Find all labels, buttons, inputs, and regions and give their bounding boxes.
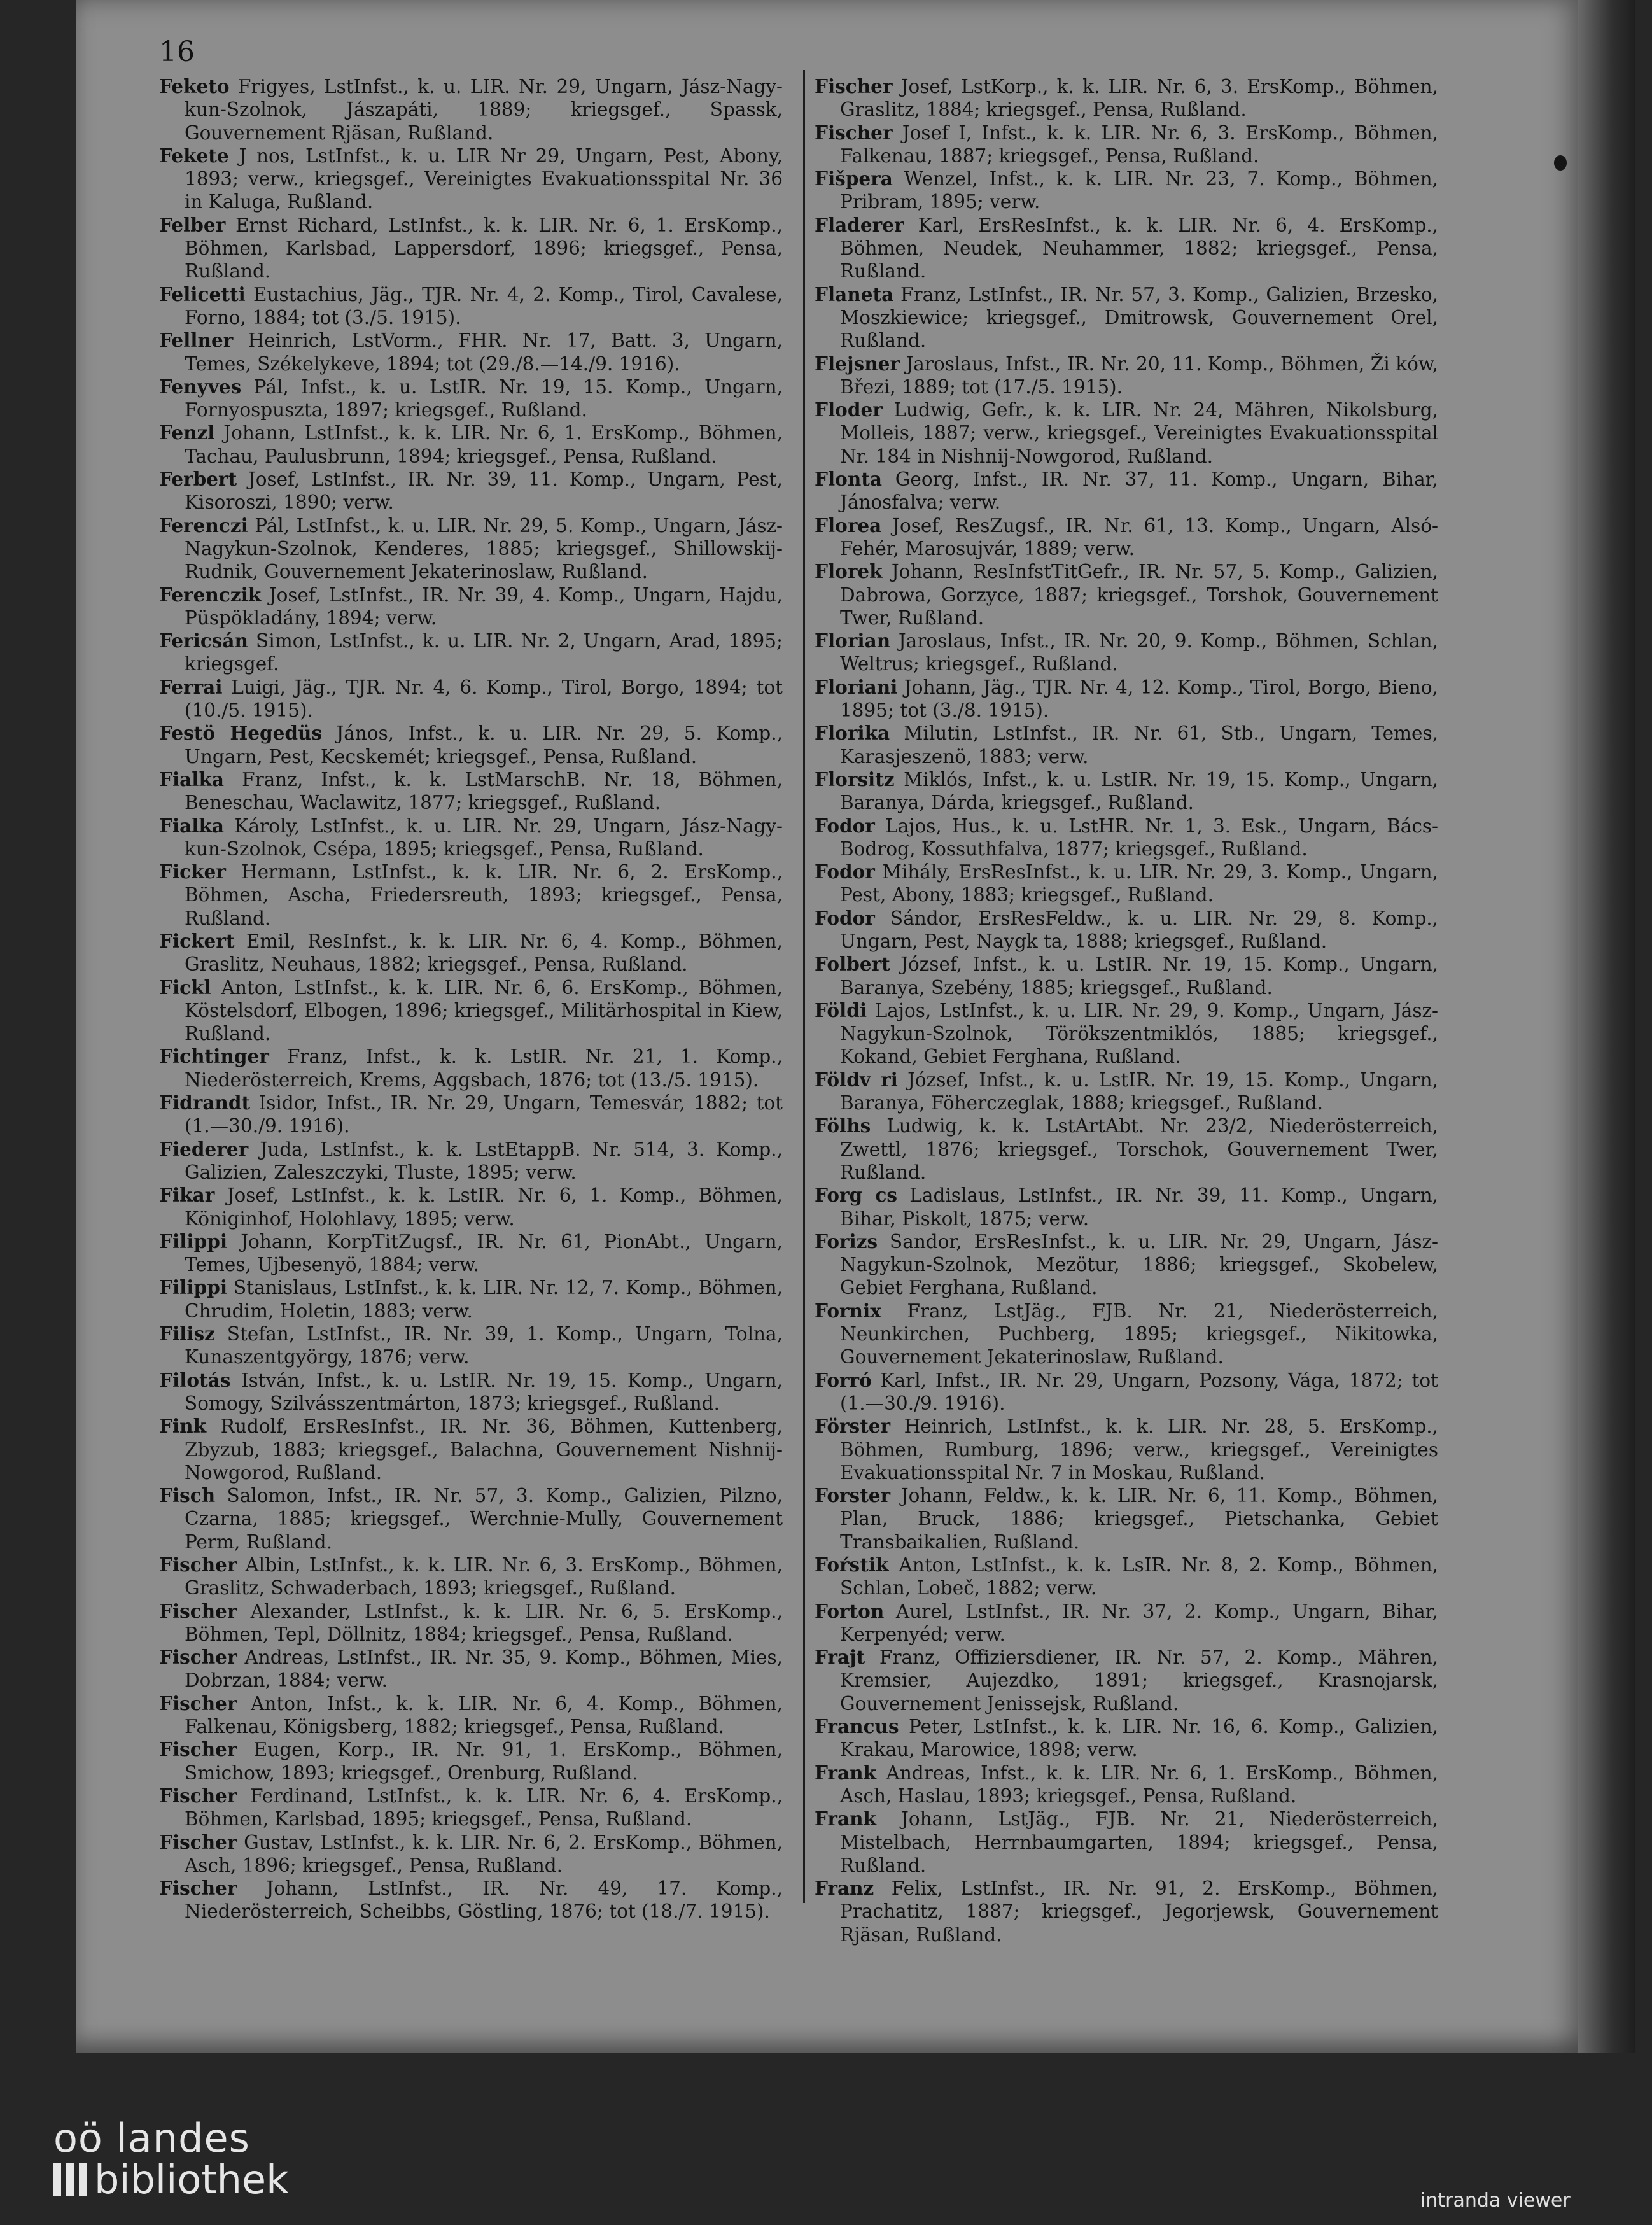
register-entry <box>815 1807 1438 1877</box>
entry-details: Juda, LstInfst., k. k. LstEtappB. Nr. 514, 3. Komp., Galizien, Zaleszczyki, Tluste, 1895; verw. <box>185 1138 783 1183</box>
entry-details: Anton, LstInfst., k. k. LIR. Nr. 6, 6. ErsKomp., Böhmen, Köstelsdorf, Elbogen, 1896; kriegsgef., Militärhospital in Kiew, Rußland. <box>185 976 783 1045</box>
entry-surname: Forizs <box>815 1230 878 1253</box>
register-entry <box>159 1091 783 1138</box>
register-entry <box>159 1323 783 1369</box>
register-entry <box>159 1230 783 1277</box>
register-entry <box>815 468 1438 514</box>
register-entry <box>815 1069 1438 1115</box>
entry-details: Heinrich, LstVorm., FHR. Nr. 17, Batt. 3, Ungarn, Temes, Székelykeve, 1894; tot (29./8.—14./9. 1916). <box>185 330 783 375</box>
entry-details: J nos, LstInfst., k. u. LIR Nr 29, Ungarn, Pest, Abony, 1893; verw., kriegsgef., Vereinigtes Evakuationsspital Nr. 36 in Kaluga, Rußland. <box>185 144 783 213</box>
entry-details: Albin, LstInfst., k. k. LIR. Nr. 6, 3. ErsKomp., Böhmen, Graslitz, Schwaderbach, 1893; kriegsgef., Rußland. <box>185 1554 783 1599</box>
register-entry <box>815 1554 1438 1600</box>
register-entry <box>159 1877 783 1923</box>
entry-surname: Ferbert <box>159 468 237 491</box>
register-entry <box>159 214 783 283</box>
entry-details: Heinrich, LstInfst., k. k. LIR. Nr. 28, 5. ErsKomp., Böhmen, Rumburg, 1896; verw., kriegsgef., Vereinigtes Evakuationsspital Nr. 7 in Moskau, Rußland. <box>840 1415 1438 1484</box>
entry-details: Johann, Feldw., k. k. LIR. Nr. 6, 11. Komp., Böhmen, Plan, Bruck, 1886; kriegsgef., Pietschanka, Gebiet Transbaikalien, Rußland. <box>840 1485 1438 1553</box>
register-entry <box>815 167 1438 214</box>
entry-details: Sándor, ErsResFeldw., k. u. LIR. Nr. 29, 8. Komp., Ungarn, Pest, Naygk ta, 1888; kriegsgef., Rußland. <box>840 907 1438 952</box>
entry-surname: Forró <box>815 1368 872 1391</box>
register-entry <box>159 1415 783 1484</box>
entry-details: Isidor, Infst., IR. Nr. 29, Ungarn, Temesvár, 1882; tot (1.—30./9. 1916). <box>185 1092 783 1137</box>
entry-details: Franz, Offiziersdiener, IR. Nr. 57, 2. Komp., Mähren, Kremsier, Aujezdko, 1891; kriegsgef., Krasnojarsk, Gouvernement Jenissejsk, Rußland. <box>840 1646 1438 1715</box>
entry-details: Andreas, Infst., k. k. LIR. Nr. 6, 1. ErsKomp., Böhmen, Asch, Haslau, 1893; kriegsgef., Pensa, Rußland. <box>840 1762 1438 1807</box>
entry-details: Georg, Infst., IR. Nr. 37, 11. Komp., Ungarn, Bihar, Jánosfalva; verw. <box>840 468 1438 514</box>
entry-surname: Festö Hegedüs <box>159 722 323 745</box>
ink-spot-mark <box>1554 155 1567 171</box>
entry-surname: Fornix <box>815 1299 881 1322</box>
right-column <box>815 75 1438 1946</box>
entry-details: Ferdinand, LstInfst., k. k. LIR. Nr. 6, 4. ErsKomp., Böhmen, Karlsbad, 1895; kriegsgef., Pensa, Rußland. <box>185 1785 783 1830</box>
entry-surname: Forton <box>815 1599 885 1622</box>
entry-surname: Fodor <box>815 814 875 837</box>
register-entry <box>815 1484 1438 1554</box>
register-entry <box>815 398 1438 468</box>
entry-details: Mihály, ErsResInfst., k. u. LIR. Nr. 29, 3. Komp., Ungarn, Pest, Abony, 1883; kriegsgef., Rußland. <box>840 861 1438 906</box>
entry-surname: Florea <box>815 514 882 537</box>
entry-details: Johann, LstInfst., k. k. LIR. Nr. 6, 1. ErsKomp., Böhmen, Tachau, Paulusbrunn, 1894; kriegsgef., Pensa, Rußland. <box>185 422 783 467</box>
register-entry <box>159 976 783 1046</box>
entry-details: Stanislaus, LstInfst., k. k. LIR. Nr. 12, 7. Komp., Böhmen, Chrudim, Holetin, 1883; verw. <box>185 1277 783 1322</box>
page-edge-shadow <box>1578 0 1635 2053</box>
entry-details: Franz, LstInfst., IR. Nr. 57, 3. Komp., Galizien, Brzesko, Moszkiewice; kriegsgef., Dmitrowsk, Gouvernement Orel, Rußland. <box>840 283 1438 352</box>
register-entry <box>159 514 783 584</box>
entry-details: Eugen, Korp., IR. Nr. 91, 1. ErsKomp., Böhmen, Smichow, 1893; kriegsgef., Orenburg, Rußland. <box>185 1739 783 1784</box>
entry-details: Miklós, Infst., k. u. LstIR. Nr. 19, 15. Komp., Ungarn, Baranya, Dárda, kriegsgef., Rußland. <box>840 768 1438 814</box>
register-entry <box>815 122 1438 168</box>
register-entry <box>159 1785 783 1831</box>
register-entry <box>159 629 783 676</box>
register-entry <box>815 1369 1438 1415</box>
register-entry <box>159 676 783 722</box>
entry-surname: Fickert <box>159 929 235 952</box>
entry-details: Frigyes, LstInfst., k. u. LIR. Nr. 29, Ungarn, Jász-Nagy-kun-Szolnok, Jászapáti, 1889; kriegsgef., Spassk, Gouvernement Rjäsan, Rußland. <box>185 76 783 144</box>
entry-surname: Fodor <box>815 906 875 929</box>
entry-surname: Felber <box>159 213 226 236</box>
entry-details: Franz, LstJäg., FJB. Nr. 21, Niederösterreich, Neunkirchen, Puchberg, 1895; kriegsgef., Nikitowka, Gouvernement Jekaterinoslaw, Rußland. <box>840 1300 1438 1368</box>
entry-surname: Ferenczik <box>159 583 262 606</box>
register-entry <box>159 815 783 861</box>
entry-details: János, Infst., k. u. LIR. Nr. 29, 5. Komp., Ungarn, Pest, Kecskemét; kriegsgef., Pensa, Rußland. <box>185 722 783 768</box>
entry-details: Milutin, LstInfst., IR. Nr. 61, Stb., Ungarn, Temes, Karasjeszenö, 1883; verw. <box>840 722 1438 768</box>
logo-text-line2-wrap <box>53 2156 289 2203</box>
entry-surname: Florsitz <box>815 768 895 790</box>
entry-details: Simon, LstInfst., k. u. LIR. Nr. 2, Ungarn, Arad, 1895; kriegsgef. <box>185 630 783 675</box>
entry-surname: Fišpera <box>815 167 893 190</box>
entry-details: Johann, Jäg., TJR. Nr. 4, 12. Komp., Tirol, Borgo, Bieno, 1895; tot (3./8. 1915). <box>840 676 1438 722</box>
register-entry <box>815 907 1438 953</box>
register-entry <box>815 815 1438 861</box>
entry-surname: Fischer <box>815 121 893 144</box>
register-entry <box>815 75 1438 122</box>
entry-surname: Fialka <box>159 768 225 790</box>
register-entry <box>815 514 1438 561</box>
entry-surname: Fenzl <box>159 421 215 444</box>
entry-surname: Fischer <box>159 1784 237 1807</box>
entry-surname: Filisz <box>159 1323 215 1345</box>
entry-surname: Fialka <box>159 814 225 837</box>
entry-surname: Fichtinger <box>159 1045 269 1068</box>
entry-surname: Folbert <box>815 953 890 976</box>
register-entry <box>815 1762 1438 1808</box>
register-entry <box>159 1831 783 1878</box>
logo-text-line1: oö landes <box>53 2115 250 2161</box>
column-divider <box>803 70 805 1903</box>
entry-surname: Ferenczi <box>159 514 248 537</box>
entry-details: Franz, Infst., k. k. LstMarschB. Nr. 18, Böhmen, Beneschau, Waclawitz, 1877; kriegsgef., Rußland. <box>185 768 783 814</box>
register-entry <box>159 1276 783 1323</box>
entry-details: Wenzel, Infst., k. k. LIR. Nr. 23, 7. Komp., Böhmen, Pribram, 1895; verw. <box>840 168 1438 213</box>
entry-details: Ernst Richard, LstInfst., k. k. LIR. Nr. 6, 1. ErsKomp., Böhmen, Karlsbad, Lappersdorf, 1896; kriegsgef., Pensa, Rußland. <box>185 214 783 283</box>
entry-surname: Fodor <box>815 860 875 883</box>
entry-surname: Floder <box>815 398 883 421</box>
register-entry <box>815 1715 1438 1762</box>
entry-details: Josef I, Infst., k. k. LIR. Nr. 6, 3. ErsKomp., Böhmen, Falkenau, 1887; kriegsgef., Pensa, Rußland. <box>840 122 1438 167</box>
entry-details: Eustachius, Jäg., TJR. Nr. 4, 2. Komp., Tirol, Cavalese, Forno, 1884; tot (3./5. 1915). <box>185 283 783 328</box>
entry-surname: Fladerer <box>815 213 904 236</box>
register-entry <box>159 1369 783 1415</box>
entry-details: Ludwig, k. k. LstArtAbt. Nr. 23/2, Niederösterreich, Zwettl, 1876; kriegsgef., Torschok, Gouvernement Twer, Rußland. <box>840 1115 1438 1183</box>
entry-surname: Forster <box>815 1484 891 1507</box>
entry-surname: Forg cs <box>815 1184 897 1207</box>
entry-details: Károly, LstInfst., k. u. LIR. Nr. 29, Ungarn, Jász-Nagy-kun-Szolnok, Csépa, 1895; kriegsgef., Pensa, Rußland. <box>185 815 783 860</box>
entry-surname: Fink <box>159 1415 207 1438</box>
register-entry <box>159 1554 783 1600</box>
register-entry <box>159 421 783 468</box>
entry-surname: Fisch <box>159 1484 216 1507</box>
entry-details: Stefan, LstInfst., IR. Nr. 39, 1. Komp., Ungarn, Tolna, Kunaszentgyörgy, 1876; verw. <box>185 1323 783 1368</box>
register-entry <box>815 1114 1438 1184</box>
entry-details: Karl, ErsResInfst., k. k. LIR. Nr. 6, 4. ErsKomp., Böhmen, Neudek, Neuhammer, 1882; kriegsgef., Pensa, Rußland. <box>840 214 1438 283</box>
entry-details: Pál, LstInfst., k. u. LIR. Nr. 29, 5. Komp., Ungarn, Jász-Nagykun-Szolnok, Kenderes, 1885; kriegsgef., Shillowskij-Rudnik, Gouvernement Jekaterinoslaw, Rußland. <box>185 514 783 583</box>
register-entry <box>815 953 1438 999</box>
register-entry <box>815 1184 1438 1230</box>
entry-surname: Florika <box>815 722 890 745</box>
register-entry <box>159 468 783 514</box>
entry-details: Ludwig, Gefr., k. k. LIR. Nr. 24, Mähren, Nikolsburg, Molleis, 1887; verw., kriegsgef., Vereinigtes Evakuationsspital Nr. 184 in Nishnij-Nowgorod, Rußland. <box>840 399 1438 467</box>
entry-surname: Frank <box>815 1761 876 1784</box>
entry-surname: Francus <box>815 1715 899 1738</box>
entry-surname: Fölhs <box>815 1114 871 1137</box>
entry-surname: Feketo <box>159 75 230 97</box>
entry-details: Josef, LstInfst., IR. Nr. 39, 4. Komp., Ungarn, Hajdu, Püspökladány, 1894; verw. <box>185 584 783 629</box>
entry-surname: Ficker <box>159 860 226 883</box>
register-entry <box>159 1184 783 1230</box>
entry-details: József, Infst., k. u. LstIR. Nr. 19, 15. Komp., Ungarn, Baranya, Föherczeglak, 1888; kriegsgef., Rußland. <box>840 1069 1438 1114</box>
register-entry <box>159 722 783 768</box>
entry-details: Johann, LstInfst., IR. Nr. 49, 17. Komp., Niederösterreich, Scheibbs, Göstling, 1876; tot (18./7. 1915). <box>185 1878 783 1923</box>
register-entry <box>815 676 1438 722</box>
register-entry <box>815 1600 1438 1646</box>
register-entry <box>815 860 1438 907</box>
entry-details: József, Infst., k. u. LstIR. Nr. 19, 15. Komp., Ungarn, Baranya, Szebény, 1885; kriegsgef., Rußland. <box>840 953 1438 999</box>
entry-surname: Flonta <box>815 468 883 491</box>
entry-details: Ladislaus, LstInfst., IR. Nr. 39, 11. Komp., Ungarn, Bihar, Piskolt, 1875; verw. <box>840 1184 1438 1230</box>
register-entry <box>159 75 783 144</box>
register-entry <box>815 1230 1438 1300</box>
entry-details: Peter, LstInfst., k. k. LIR. Nr. 16, 6. Komp., Galizien, Krakau, Marowice, 1898; verw. <box>840 1716 1438 1761</box>
register-entry <box>815 1646 1438 1715</box>
entry-details: Johann, KorpTitZugsf., IR. Nr. 61, PionAbt., Ungarn, Temes, Ujbesenyö, 1884; verw. <box>185 1230 783 1276</box>
register-entry <box>815 722 1438 768</box>
entry-surname: Ferrai <box>159 675 223 698</box>
register-entry <box>815 999 1438 1069</box>
register-entry <box>159 329 783 376</box>
entry-details: Felix, LstInfst., IR. Nr. 91, 2. ErsKomp., Böhmen, Prachatitz, 1887; kriegsgef., Jegorjewsk, Gouvernement Rjäsan, Rußland. <box>840 1878 1438 1946</box>
entry-surname: Fidrandt <box>159 1091 251 1114</box>
entry-surname: Frajt <box>815 1646 865 1669</box>
register-entry <box>815 560 1438 629</box>
entry-surname: Fischer <box>159 1738 237 1761</box>
register-entry <box>159 1138 783 1184</box>
entry-surname: Florek <box>815 560 883 583</box>
register-entry <box>159 1692 783 1739</box>
entry-details: Lajos, LstInfst., k. u. LIR. Nr. 29, 9. Komp., Ungarn, Jász-Nagykun-Szolnok, Törökszentmiklós, 1885; kriegsgef., Kokand, Gebiet Ferghana, Rußland. <box>840 999 1438 1068</box>
register-entry <box>815 283 1438 353</box>
entry-details: Josef, LstInfst., k. k. LstIR. Nr. 6, 1. Komp., Böhmen, Königinhof, Holohlavy, 1895; verw. <box>185 1184 783 1230</box>
entry-surname: Flaneta <box>815 283 894 305</box>
entry-surname: Fericsán <box>159 629 248 652</box>
entry-surname: Flejsner <box>815 352 900 375</box>
entry-surname: Fischer <box>159 1830 237 1853</box>
entry-details: Jaroslaus, Infst., IR. Nr. 20, 9. Komp., Böhmen, Schlan, Weltrus; kriegsgef., Rußland. <box>840 630 1438 675</box>
entry-details: Franz, Infst., k. k. LstIR. Nr. 21, 1. Komp., Niederösterreich, Krems, Aggsbach, 1876; tot (13./5. 1915). <box>185 1046 783 1091</box>
register-entry <box>815 1300 1438 1369</box>
register-entry <box>815 768 1438 815</box>
left-column <box>159 75 783 1923</box>
register-entry <box>815 629 1438 676</box>
entry-details: Gustav, LstInfst., k. k. LIR. Nr. 6, 2. ErsKomp., Böhmen, Asch, 1896; kriegsgef., Pensa, Rußland. <box>185 1831 783 1876</box>
entry-surname: Fischer <box>159 1646 237 1669</box>
entry-surname: Franz <box>815 1877 874 1900</box>
register-entry <box>159 1646 783 1692</box>
entry-details: Johann, LstJäg., FJB. Nr. 21, Niederösterreich, Mistelbach, Herrnbaumgarten, 1894; kriegsgef., Pensa, Rußland. <box>840 1808 1438 1876</box>
entry-details: Anton, LstInfst., k. k. LsIR. Nr. 8, 2. Komp., Böhmen, Schlan, Lobeč, 1882; verw. <box>840 1554 1438 1599</box>
entry-surname: Fischer <box>159 1554 237 1576</box>
register-entry <box>159 1600 783 1646</box>
register-entry <box>159 584 783 630</box>
entry-surname: Fickl <box>159 976 211 999</box>
register-entry <box>159 1738 783 1785</box>
logo-bars-icon <box>53 2163 87 2196</box>
entry-surname: Floriani <box>815 675 898 698</box>
entry-details: Sandor, ErsResInfst., k. u. LIR. Nr. 29, Ungarn, Jász-Nagykun-Szolnok, Mezötur, 1886; kriegsgef., Skobelew, Gebiet Ferghana, Rußland. <box>840 1230 1438 1299</box>
entry-surname: Fischer <box>815 75 893 97</box>
entry-surname: Filotás <box>159 1368 231 1391</box>
page-number: 16 <box>159 36 195 68</box>
viewer-brand-label[interactable]: intranda viewer <box>1420 2189 1571 2212</box>
entry-details: Karl, Infst., IR. Nr. 29, Ungarn, Pozsony, Vága, 1872; tot (1.—30./9. 1916). <box>840 1369 1438 1414</box>
register-entry <box>159 860 783 930</box>
entry-surname: Filippi <box>159 1230 228 1253</box>
entry-surname: Fellner <box>159 329 234 352</box>
entry-surname: Florian <box>815 629 891 652</box>
register-entry <box>159 768 783 815</box>
entry-surname: Frank <box>815 1807 876 1830</box>
entry-surname: Földi <box>815 999 867 1021</box>
entry-details: Emil, ResInfst., k. k. LIR. Nr. 6, 4. Komp., Böhmen, Graslitz, Neuhaus, 1882; kriegsgef., Pensa, Rußland. <box>185 930 783 976</box>
library-logo[interactable] <box>53 2115 289 2203</box>
entry-surname: Foŕstik <box>815 1554 889 1576</box>
entry-details: Alexander, LstInfst., k. k. LIR. Nr. 6, 5. ErsKomp., Böhmen, Tepl, Döllnitz, 1884; kriegsgef., Pensa, Rußland. <box>185 1600 783 1645</box>
entry-details: Josef, ResZugsf., IR. Nr. 61, 13. Komp., Ungarn, Alsó-Fehér, Marosujvár, 1889; verw. <box>840 514 1438 559</box>
entry-details: Pál, Infst., k. u. LstIR. Nr. 19, 15. Komp., Ungarn, Fornyospuszta, 1897; kriegsgef., Rußland. <box>185 376 783 421</box>
register-entry <box>159 376 783 422</box>
entry-details: Salomon, Infst., IR. Nr. 57, 3. Komp., Galizien, Pilzno, Czarna, 1885; kriegsgef., Werchnie-Mully, Gouvernement Perm, Rußland. <box>185 1485 783 1553</box>
entry-details: Jaroslaus, Infst., IR. Nr. 20, 11. Komp., Böhmen, Ži ków, Březi, 1889; tot (17./5. 1915). <box>840 353 1438 398</box>
register-entry <box>815 214 1438 283</box>
entry-details: Johann, ResInfstTitGefr., IR. Nr. 57, 5. Komp., Galizien, Dabrowa, Gorzyce, 1887; kriegsgef., Torshok, Gouvernement Twer, Rußland. <box>840 561 1438 629</box>
entry-surname: Fikar <box>159 1184 215 1207</box>
register-entry <box>815 1877 1438 1946</box>
entry-surname: Filippi <box>159 1276 228 1299</box>
entry-surname: Földv ri <box>815 1068 898 1091</box>
entry-surname: Fischer <box>159 1877 237 1900</box>
entry-surname: Fenyves <box>159 375 242 398</box>
register-entry <box>159 144 783 214</box>
entry-details: Josef, LstInfst., IR. Nr. 39, 11. Komp., Ungarn, Pest, Kisoroszi, 1890; verw. <box>185 468 783 514</box>
entry-surname: Felicetti <box>159 283 246 305</box>
entry-details: Josef, LstKorp., k. k. LIR. Nr. 6, 3. ErsKomp., Böhmen, Graslitz, 1884; kriegsgef., Pensa, Rußland. <box>840 76 1438 121</box>
entry-details: Lajos, Hus., k. u. LstHR. Nr. 1, 3. Esk., Ungarn, Bács-Bodrog, Kossuthfalva, 1877; kriegsgef., Rußland. <box>840 815 1438 860</box>
entry-details: Andreas, LstInfst., IR. Nr. 35, 9. Komp., Böhmen, Mies, Dobrzan, 1884; verw. <box>185 1646 783 1692</box>
register-entry <box>159 283 783 330</box>
entry-surname: Fischer <box>159 1692 237 1715</box>
entry-details: Anton, Infst., k. k. LIR. Nr. 6, 4. Komp., Böhmen, Falkenau, Königsberg, 1882; kriegsgef., Pensa, Rußland. <box>185 1692 783 1738</box>
entry-surname: Förster <box>815 1415 891 1438</box>
entry-surname: Fischer <box>159 1599 237 1622</box>
entry-details: Rudolf, ErsResInfst., IR. Nr. 36, Böhmen, Kuttenberg, Zbyzub, 1883; kriegsgef., Balachna, Gouvernement Nishnij-Nowgorod, Rußland. <box>185 1415 783 1484</box>
entry-surname: Fiederer <box>159 1137 249 1160</box>
logo-text-line2: bibliothek <box>94 2156 289 2203</box>
register-entry <box>815 353 1438 399</box>
entry-details: Hermann, LstInfst., k. k. LIR. Nr. 6, 2. ErsKomp., Böhmen, Ascha, Friedersreuth, 1893; kriegsgef., Pensa, Rußland. <box>185 861 783 929</box>
entry-details: István, Infst., k. u. LstIR. Nr. 19, 15. Komp., Ungarn, Somogy, Szilvásszentmárton, 1873; kriegsgef., Rußland. <box>185 1369 783 1414</box>
entry-surname: Fekete <box>159 144 229 167</box>
entry-details: Luigi, Jäg., TJR. Nr. 4, 6. Komp., Tirol, Borgo, 1894; tot (10./5. 1915). <box>185 676 783 722</box>
register-entry <box>159 1484 783 1554</box>
entry-details: Aurel, LstInfst., IR. Nr. 37, 2. Komp., Ungarn, Bihar, Kerpenyéd; verw. <box>840 1600 1438 1645</box>
register-entry <box>159 930 783 976</box>
register-entry <box>815 1415 1438 1484</box>
register-entry <box>159 1045 783 1091</box>
